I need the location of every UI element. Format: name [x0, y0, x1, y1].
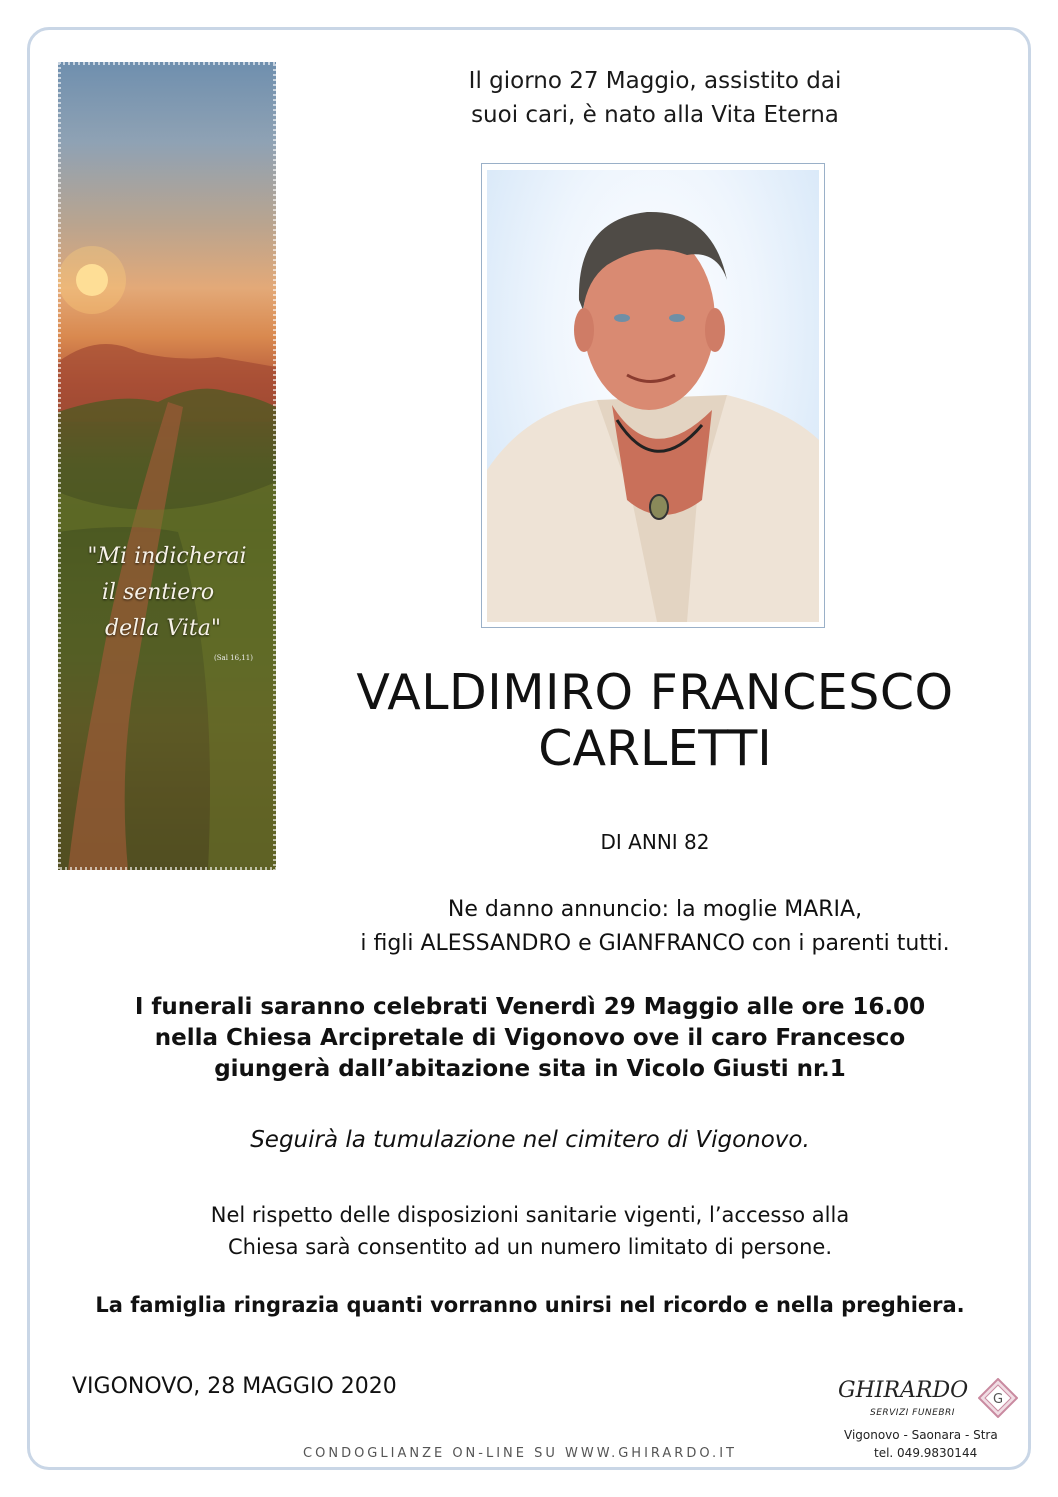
logo-diamond-icon — [978, 1378, 1018, 1418]
deceased-surname: CARLETTI — [538, 720, 772, 777]
sanitary-notice: Nel rispetto delle disposizioni sanitarie vigenti, l’accesso alla — [210, 1203, 850, 1227]
landscape-illustration — [58, 62, 276, 870]
logo-subtitle: SERVIZI FUNEBRI — [870, 1408, 955, 1418]
burial-text: Seguirà la tumulazione nel cimitero di Vigonovo. — [250, 1127, 810, 1153]
quote-line: "Mi indicherai — [87, 544, 247, 569]
logo-letter: G — [992, 1392, 1004, 1407]
quote-line: della Vita" — [105, 616, 221, 641]
funeral-details: nella Chiesa Arcipretale di Vigonovo ove il caro Francesco — [154, 1025, 906, 1051]
deceased-name: VALDIMIRO FRANCESCO — [356, 664, 954, 721]
portrait-photo — [487, 170, 819, 622]
logo-towns: Vigonovo - Saonara - Stra — [844, 1428, 998, 1442]
portrait-illustration — [487, 170, 819, 622]
logo-name: GHIRARDO — [838, 1378, 969, 1403]
intro-line: Il giorno 27 Maggio, assistito dai — [468, 68, 842, 94]
age-text: DI ANNI 82 — [600, 830, 710, 854]
pendant-icon — [650, 495, 668, 519]
family-announcement: Ne danno annuncio: la moglie MARIA, — [447, 897, 863, 922]
family-announcement: i figli ALESSANDRO e GIANFRANCO con i parenti tutti. — [360, 931, 950, 956]
intro-line: suoi cari, è nato alla Vita Eterna — [471, 102, 839, 128]
funeral-details: giungerà dall’abitazione sita in Vicolo Giusti nr.1 — [214, 1056, 846, 1082]
intro-text — [390, 64, 920, 132]
funeral-details: I funerali saranno celebrati Venerdì 29 Maggio alle ore 16.00 — [134, 994, 926, 1020]
sanitary-notice: Chiesa sarà consentito ad un numero limitato di persone. — [228, 1235, 832, 1259]
online-condolences-link[interactable]: CONDOGLIANZE ON-LINE SU WWW.GHIRARDO.IT — [303, 1446, 737, 1461]
place-date: VIGONOVO, 28 MAGGIO 2020 — [72, 1374, 397, 1399]
landscape-sunset-image — [58, 62, 276, 870]
quote-reference: (Sal 16,11) — [214, 654, 253, 662]
quote-line: il sentiero — [101, 580, 215, 605]
thanks-text: La famiglia ringrazia quanti vorranno unirsi nel ricordo e nella preghiera. — [95, 1293, 965, 1317]
logo-phone: tel. 049.9830144 — [874, 1446, 978, 1460]
